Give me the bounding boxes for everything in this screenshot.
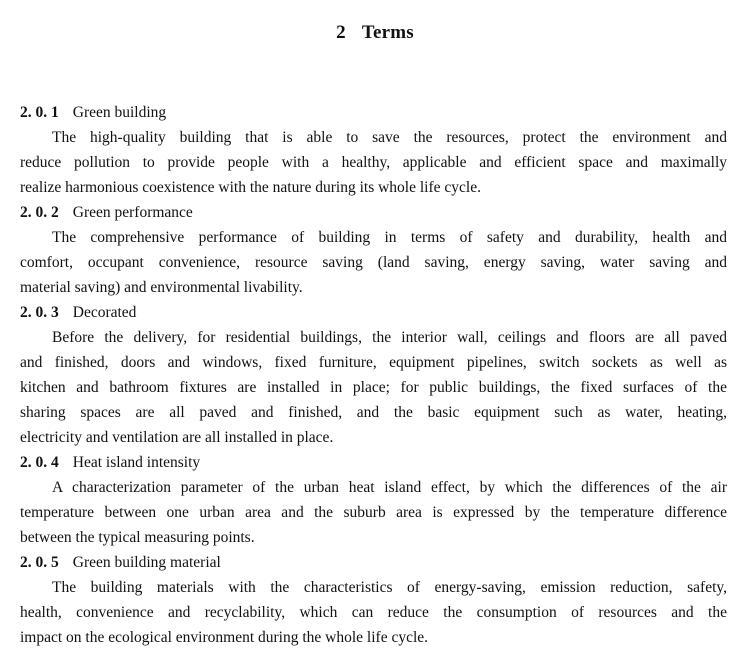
chapter-title: Terms <box>361 22 414 43</box>
chapter-number: 2 <box>336 22 346 43</box>
term-heading <box>20 200 727 225</box>
term-heading <box>20 300 727 325</box>
term-name: Green building material <box>72 554 221 571</box>
term-definition-line: A characterization parameter of the urban heat island effect, by which the differences of the air <box>52 479 727 496</box>
term-heading <box>20 450 727 475</box>
term-definition-line: temperature between one urban area and the suburb area is expressed by the temperature difference <box>20 504 727 521</box>
term-definition-line: Before the delivery, for residential buildings, the interior wall, ceilings and floors are all paved <box>52 329 727 346</box>
term-name: Heat island intensity <box>72 454 201 471</box>
term-definition-line: The high-quality building that is able to save the resources, protect the environment and <box>52 129 727 146</box>
term-definition-line: kitchen and bathroom fixtures are installed in place; for public buildings, the fixed surfaces of the <box>20 379 727 396</box>
term-definition-line: The building materials with the characteristics of energy-saving, emission reduction, safety, <box>52 579 727 596</box>
term-definition-line: impact on the ecological environment during the whole life cycle. <box>20 629 429 646</box>
term-heading <box>20 550 727 575</box>
term-definition-line: material saving) and environmental livability. <box>20 279 303 296</box>
term-number: 2. 0. 3 <box>20 304 59 321</box>
chapter-heading <box>0 22 750 44</box>
term-definition-line: sharing spaces are all paved and finished, and the basic equipment such as water, heating, <box>20 404 727 421</box>
term-number: 2. 0. 1 <box>20 104 59 121</box>
term-number: 2. 0. 4 <box>20 454 59 471</box>
term-definition-line: realize harmonious coexistence with the nature during its whole life cycle. <box>20 179 481 196</box>
terms-list <box>20 100 727 650</box>
term-name: Decorated <box>72 304 137 321</box>
term-number: 2. 0. 2 <box>20 204 59 221</box>
term-definition-line: and finished, doors and windows, fixed furniture, equipment pipelines, switch sockets as well as <box>20 354 727 371</box>
term-number: 2. 0. 5 <box>20 554 59 571</box>
term-name: Green building <box>72 104 167 121</box>
term-definition-line: comfort, occupant convenience, resource saving (land saving, energy saving, water saving and <box>20 254 727 271</box>
term-definition-line: electricity and ventilation are all installed in place. <box>20 429 334 446</box>
term-name: Green performance <box>72 204 193 221</box>
term-definition-line: The comprehensive performance of building in terms of safety and durability, health and <box>52 229 727 246</box>
term-heading <box>20 100 727 125</box>
term-definition-line: between the typical measuring points. <box>20 529 255 546</box>
term-definition-line: reduce pollution to provide people with a healthy, applicable and efficient space and maximally <box>20 154 727 171</box>
term-definition-line: health, convenience and recyclability, which can reduce the consumption of resources and the <box>20 604 727 621</box>
